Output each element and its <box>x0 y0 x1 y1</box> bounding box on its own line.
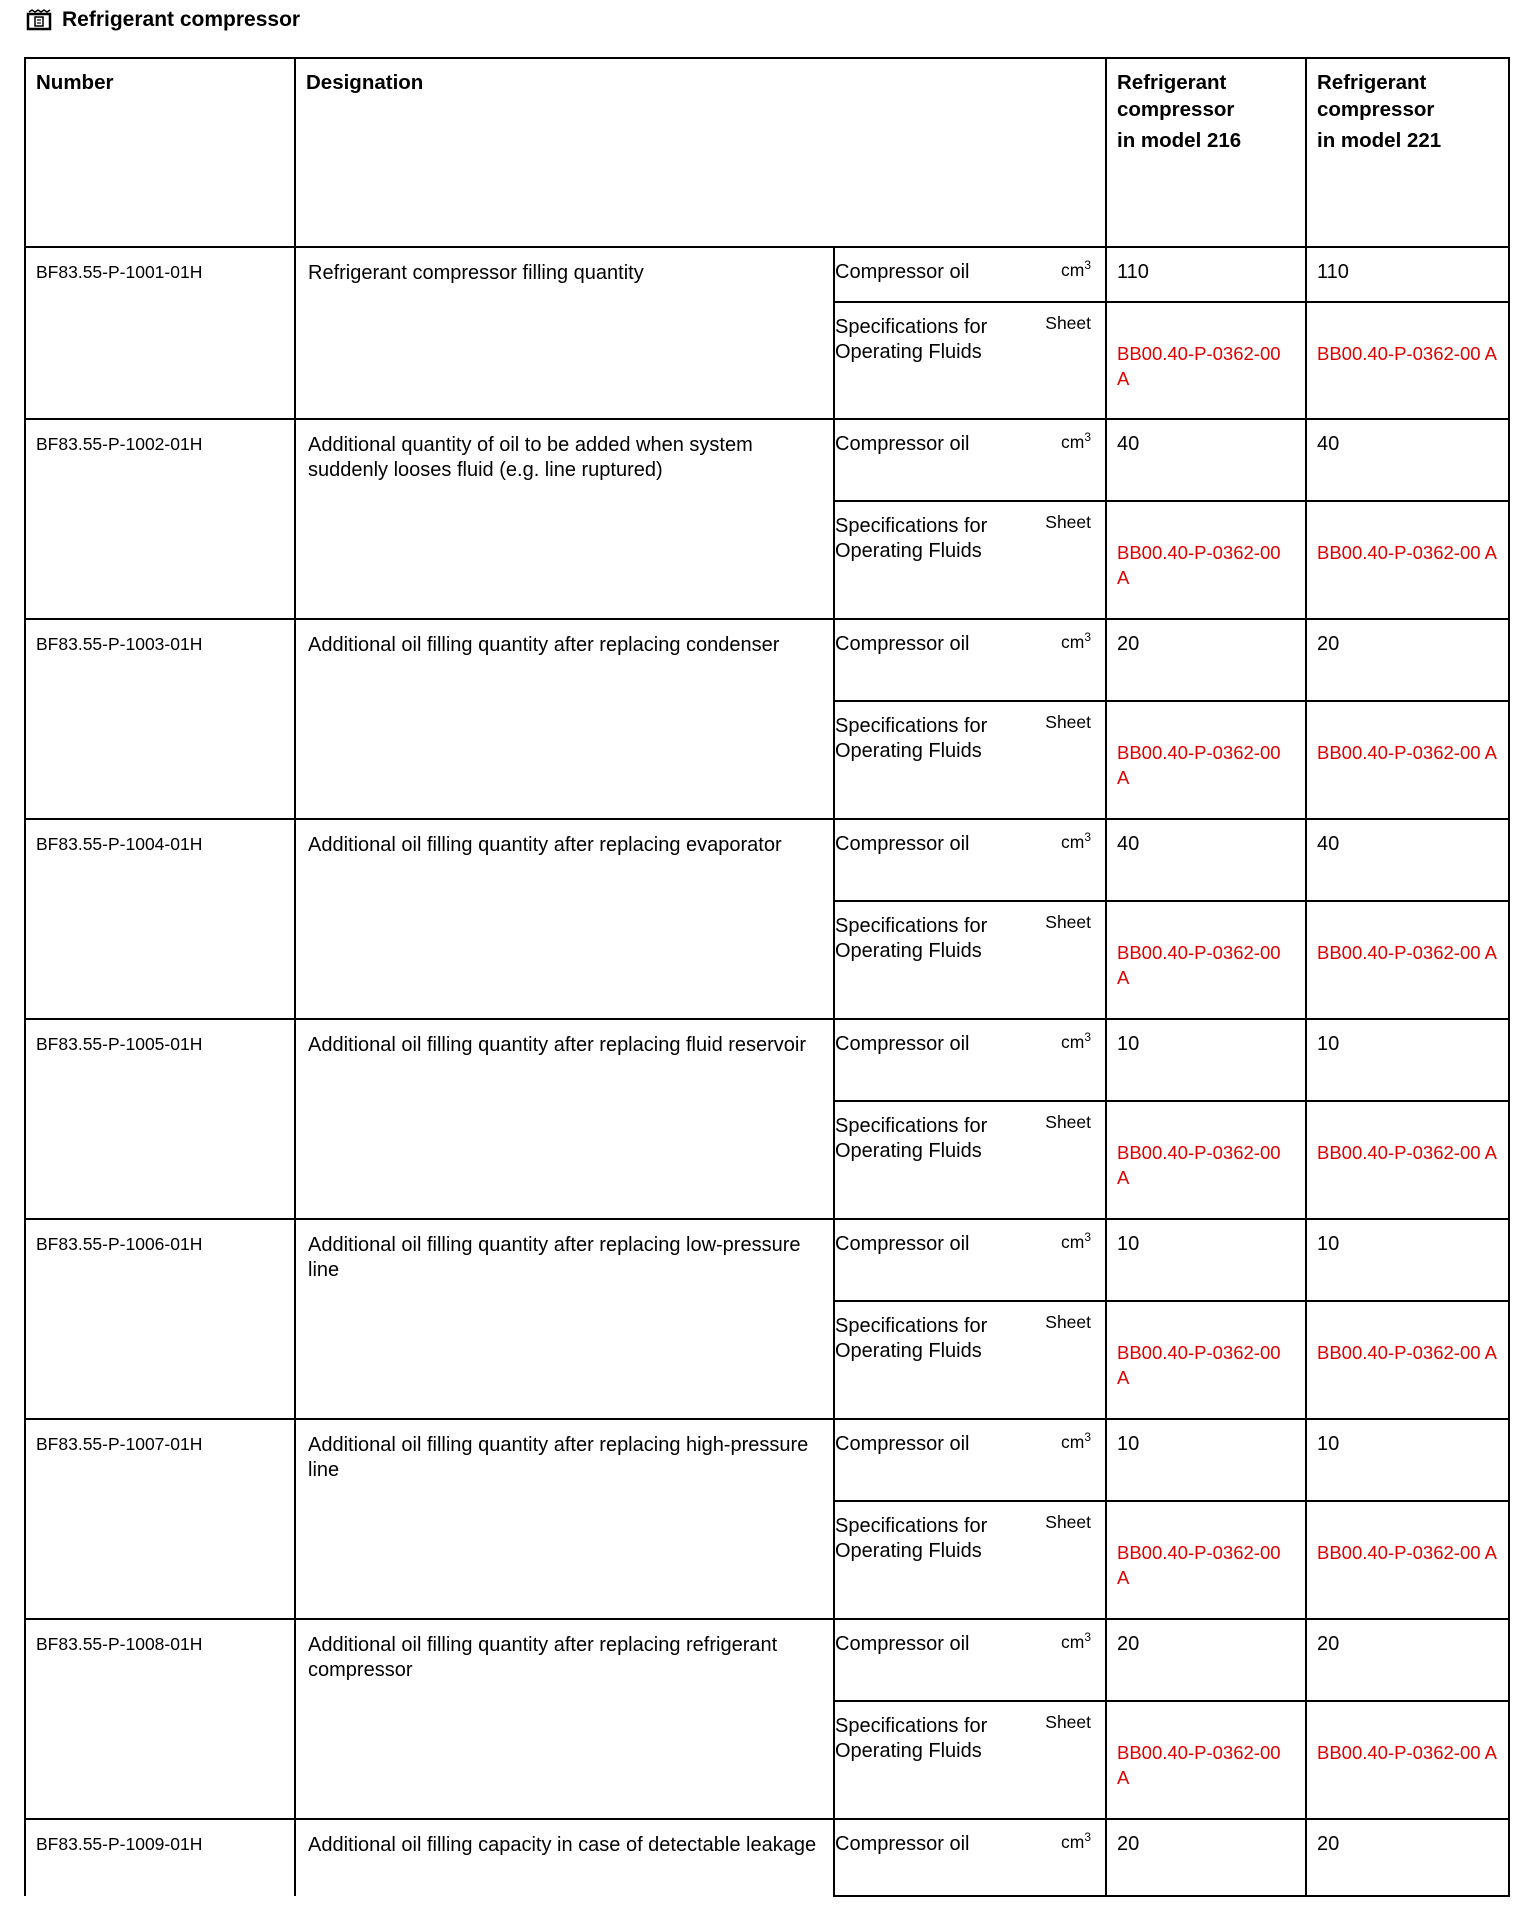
table-row <box>25 1419 1509 1501</box>
unit-sheet: Sheet <box>1045 313 1091 333</box>
unit-sheet: Sheet <box>1045 512 1091 532</box>
specifications-label <box>834 901 1106 1019</box>
compressor-oil-text: Compressor oil <box>835 1233 970 1255</box>
sheet-reference-model-216[interactable]: BB00.40-P-0362-00 A <box>1106 501 1306 619</box>
row-designation: Refrigerant compressor filling quantity <box>295 247 834 419</box>
value-model-216: 10 <box>1106 1019 1306 1101</box>
unit-cm3 <box>1061 1430 1091 1453</box>
row-number: BF83.55-P-1005-01H <box>25 1019 295 1219</box>
table-row <box>25 1219 1509 1301</box>
value-model-221: 20 <box>1306 619 1509 701</box>
sheet-reference-model-216[interactable]: BB00.40-P-0362-00 A <box>1106 701 1306 819</box>
unit-text: cm <box>1060 1231 1085 1252</box>
table-row <box>25 419 1509 501</box>
specifications-text: Specifications for Operating Fluids <box>835 316 988 363</box>
table-row <box>25 1019 1509 1101</box>
row-designation: Additional oil filling quantity after replacing condenser <box>295 619 834 819</box>
compressor-oil-label <box>834 1219 1106 1301</box>
header-model-216: Refrigerant compressor in model 216 <box>1106 58 1306 247</box>
unit-cm3 <box>1061 1630 1091 1653</box>
value-model-221: 40 <box>1306 419 1509 501</box>
unit-cm3 <box>1061 1230 1091 1253</box>
unit-superscript: 3 <box>1084 1630 1091 1644</box>
row-number: BF83.55-P-1003-01H <box>25 619 295 819</box>
unit-cm3 <box>1061 1030 1091 1053</box>
unit-superscript: 3 <box>1084 430 1091 444</box>
row-number: BF83.55-P-1008-01H <box>25 1619 295 1819</box>
value-model-221: 40 <box>1306 819 1509 901</box>
unit-text: cm <box>1060 1631 1085 1652</box>
unit-text: cm <box>1060 631 1085 652</box>
refrigerant-compressor-table <box>24 57 1510 1897</box>
compressor-oil-text: Compressor oil <box>835 1033 970 1055</box>
value-model-216: 110 <box>1106 247 1306 302</box>
row-designation: Additional quantity of oil to be added when system suddenly looses fluid (e.g. line ruptured) <box>295 419 834 619</box>
sheet-reference-model-216[interactable]: BB00.40-P-0362-00 A <box>1106 1101 1306 1219</box>
specifications-text: Specifications for Operating Fluids <box>835 1115 988 1162</box>
value-model-216: 20 <box>1106 1619 1306 1701</box>
unit-sheet: Sheet <box>1045 912 1091 932</box>
row-number: BF83.55-P-1009-01H <box>25 1819 295 1896</box>
section-title-text: Refrigerant compressor <box>62 8 301 31</box>
row-designation: Additional oil filling quantity after replacing fluid reservoir <box>295 1019 834 1219</box>
row-designation: Additional oil filling capacity in case of detectable leakage <box>295 1819 834 1896</box>
unit-superscript: 3 <box>1084 1230 1091 1244</box>
value-model-221: 20 <box>1306 1619 1509 1701</box>
row-designation: Additional oil filling quantity after replacing refrigerant compressor <box>295 1619 834 1819</box>
sheet-reference-model-221[interactable]: BB00.40-P-0362-00 A <box>1306 1701 1509 1819</box>
compressor-oil-label <box>834 1019 1106 1101</box>
unit-superscript: 3 <box>1084 258 1091 272</box>
sheet-reference-model-221[interactable]: BB00.40-P-0362-00 A <box>1306 1101 1509 1219</box>
row-number: BF83.55-P-1001-01H <box>25 247 295 419</box>
sheet-reference-model-216[interactable]: BB00.40-P-0362-00 A <box>1106 302 1306 419</box>
compressor-oil-label <box>834 419 1106 501</box>
compressor-oil-text: Compressor oil <box>835 261 970 283</box>
compressor-oil-label <box>834 1819 1106 1896</box>
sheet-reference-model-216[interactable]: BB00.40-P-0362-00 A <box>1106 901 1306 1019</box>
compressor-oil-label <box>834 1619 1106 1701</box>
sheet-reference-model-221[interactable]: BB00.40-P-0362-00 A <box>1306 1301 1509 1419</box>
specifications-label <box>834 1701 1106 1819</box>
compressor-oil-label <box>834 819 1106 901</box>
compressor-oil-text: Compressor oil <box>835 633 970 655</box>
unit-text: cm <box>1060 259 1085 280</box>
unit-sheet: Sheet <box>1045 1312 1091 1332</box>
unit-cm3 <box>1061 258 1091 281</box>
unit-superscript: 3 <box>1084 1830 1091 1844</box>
value-model-221: 10 <box>1306 1419 1509 1501</box>
value-model-216: 20 <box>1106 1819 1306 1896</box>
value-model-216: 10 <box>1106 1219 1306 1301</box>
specifications-text: Specifications for Operating Fluids <box>835 1715 988 1762</box>
row-number: BF83.55-P-1004-01H <box>25 819 295 1019</box>
unit-sheet: Sheet <box>1045 712 1091 732</box>
unit-text: cm <box>1060 1431 1085 1452</box>
specifications-text: Specifications for Operating Fluids <box>835 1315 988 1362</box>
table-row <box>25 247 1509 302</box>
table-row <box>25 819 1509 901</box>
specifications-text: Specifications for Operating Fluids <box>835 1515 988 1562</box>
header-number: Number <box>25 58 295 247</box>
sheet-reference-model-221[interactable]: BB00.40-P-0362-00 A <box>1306 901 1509 1019</box>
compressor-oil-text: Compressor oil <box>835 1633 970 1655</box>
compressor-oil-text: Compressor oil <box>835 433 970 455</box>
specifications-text: Specifications for Operating Fluids <box>835 515 988 562</box>
sheet-reference-model-216[interactable]: BB00.40-P-0362-00 A <box>1106 1701 1306 1819</box>
value-model-216: 40 <box>1106 419 1306 501</box>
unit-sheet: Sheet <box>1045 1112 1091 1132</box>
row-number: BF83.55-P-1007-01H <box>25 1419 295 1619</box>
unit-superscript: 3 <box>1084 1030 1091 1044</box>
specifications-label <box>834 501 1106 619</box>
specifications-label <box>834 1501 1106 1619</box>
compressor-oil-text: Compressor oil <box>835 1433 970 1455</box>
compressor-oil-label <box>834 247 1106 302</box>
sheet-reference-model-216[interactable]: BB00.40-P-0362-00 A <box>1106 1501 1306 1619</box>
specifications-text: Specifications for Operating Fluids <box>835 915 988 962</box>
compressor-oil-text: Compressor oil <box>835 1833 970 1855</box>
unit-cm3 <box>1061 430 1091 453</box>
table-row <box>25 1819 1509 1896</box>
unit-text: cm <box>1060 431 1085 452</box>
section-title <box>26 8 300 32</box>
value-model-216: 20 <box>1106 619 1306 701</box>
unit-text: cm <box>1060 831 1085 852</box>
compressor-oil-text: Compressor oil <box>835 833 970 855</box>
specifications-label <box>834 1101 1106 1219</box>
specifications-label <box>834 302 1106 419</box>
unit-cm3 <box>1061 1830 1091 1853</box>
compressor-oil-label <box>834 619 1106 701</box>
table-header-row <box>25 58 1509 247</box>
sheet-reference-model-221[interactable]: BB00.40-P-0362-00 A <box>1306 302 1509 419</box>
header-model-221: Refrigerant compressor in model 221 <box>1306 58 1509 247</box>
unit-superscript: 3 <box>1084 630 1091 644</box>
specifications-label <box>834 701 1106 819</box>
row-designation: Additional oil filling quantity after replacing high-pressure line <box>295 1419 834 1619</box>
specifications-label <box>834 1301 1106 1419</box>
specifications-text: Specifications for Operating Fluids <box>835 715 988 762</box>
unit-cm3 <box>1061 630 1091 653</box>
sheet-reference-model-221[interactable]: BB00.40-P-0362-00 A <box>1306 1501 1509 1619</box>
value-model-216: 10 <box>1106 1419 1306 1501</box>
compressor-oil-label <box>834 1419 1106 1501</box>
sheet-reference-model-221[interactable]: BB00.40-P-0362-00 A <box>1306 501 1509 619</box>
row-number: BF83.55-P-1002-01H <box>25 419 295 619</box>
unit-sheet: Sheet <box>1045 1712 1091 1732</box>
unit-sheet: Sheet <box>1045 1512 1091 1532</box>
value-model-221: 110 <box>1306 247 1509 302</box>
value-model-221: 20 <box>1306 1819 1509 1896</box>
header-designation: Designation <box>295 58 1106 247</box>
value-model-221: 10 <box>1306 1219 1509 1301</box>
unit-superscript: 3 <box>1084 830 1091 844</box>
value-model-221: 10 <box>1306 1019 1509 1101</box>
unit-cm3 <box>1061 830 1091 853</box>
row-designation: Additional oil filling quantity after replacing evaporator <box>295 819 834 1019</box>
sheet-reference-model-221[interactable]: BB00.40-P-0362-00 A <box>1306 701 1509 819</box>
row-designation: Additional oil filling quantity after replacing low-pressure line <box>295 1219 834 1419</box>
unit-superscript: 3 <box>1084 1430 1091 1444</box>
value-model-216: 40 <box>1106 819 1306 901</box>
sheet-reference-model-216[interactable]: BB00.40-P-0362-00 A <box>1106 1301 1306 1419</box>
unit-text: cm <box>1060 1031 1085 1052</box>
unit-text: cm <box>1060 1831 1085 1852</box>
row-number: BF83.55-P-1006-01H <box>25 1219 295 1419</box>
table-row <box>25 619 1509 701</box>
table-row <box>25 1619 1509 1701</box>
document-icon <box>26 9 52 31</box>
